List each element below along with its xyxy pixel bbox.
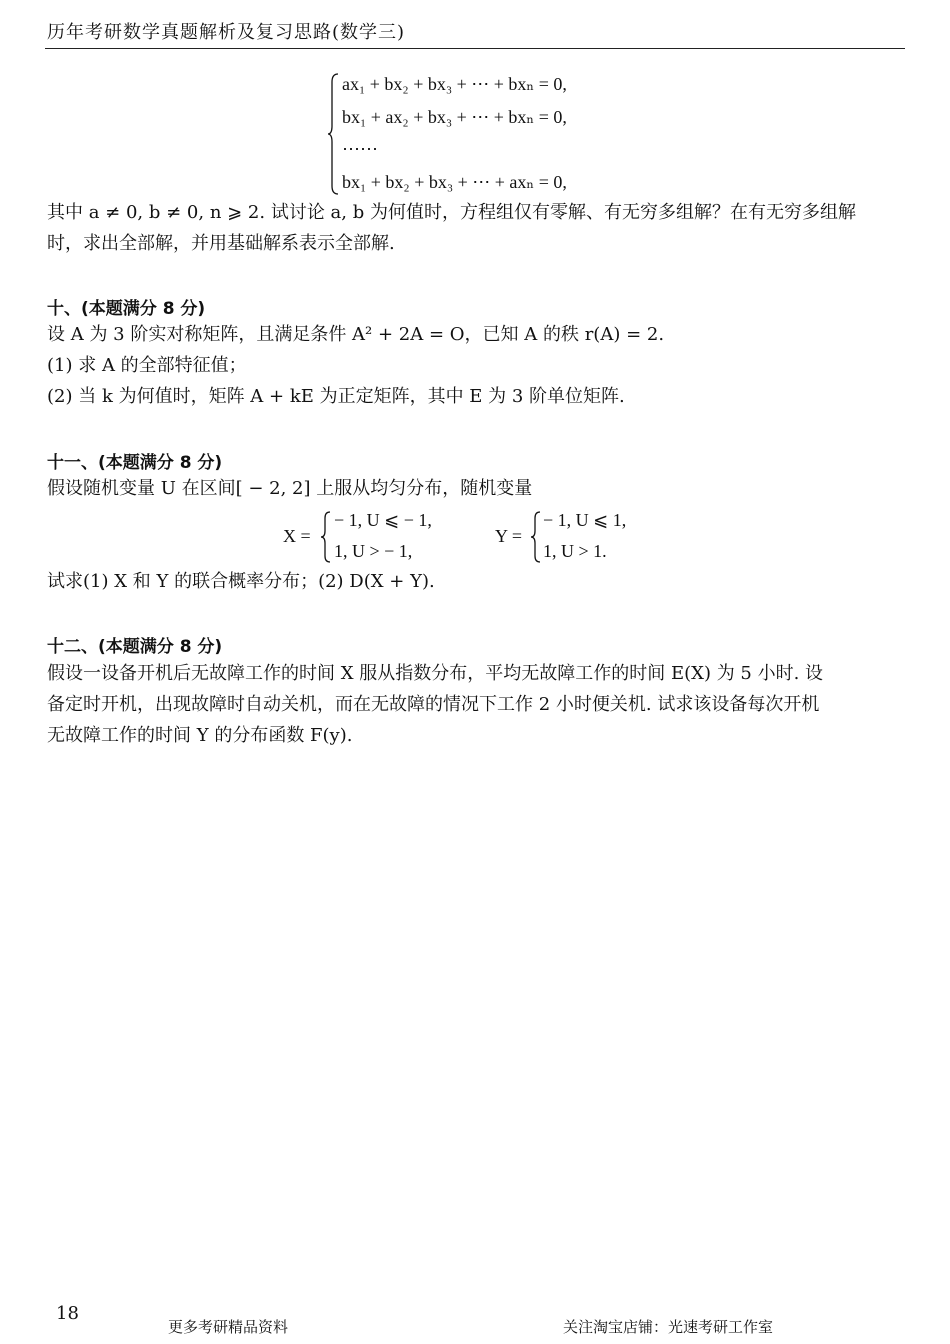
q9-line-2: 时，求出全部解，并用基础解系表示全部解. <box>47 233 395 254</box>
footer-right-note: 关注淘宝店铺：光速考研工作室 <box>563 1318 774 1336</box>
q11-heading: 十一、(本题满分 8 分) <box>47 453 223 473</box>
q12-line-3: 无故障工作的时间 Y 的分布函数 F(y). <box>47 725 353 746</box>
q12-heading: 十二、(本题满分 8 分) <box>47 637 223 657</box>
left-brace <box>328 72 338 196</box>
x-case-2: 1, U > − 1, <box>334 541 413 561</box>
q11-line-2: 试求(1) X 和 Y 的联合概率分布；(2) D(X + Y). <box>47 571 435 592</box>
header-rule <box>45 48 905 49</box>
y-case-1: − 1, U ⩽ 1, <box>543 510 627 530</box>
x-definition-label: X = <box>283 526 311 546</box>
system-row-2: bx₁ + ax₂ + bx₃ + ⋯ + bxₙ = 0, <box>342 107 567 127</box>
q9-line-1: 其中 a ≠ 0, b ≠ 0, n ⩾ 2. 试讨论 a, b 为何值时，方程组仅有零解、有无穷多组解？在有无穷多组解 <box>47 202 856 223</box>
y-case-2: 1, U > 1. <box>543 541 607 561</box>
q10-line-1: 设 A 为 3 阶实对称矩阵，且满足条件 A² + 2A = O，已知 A 的秩 r(A) = 2. <box>47 324 665 345</box>
x-brace <box>320 510 332 569</box>
q10-line-2: (1) 求 A 的全部特征值； <box>47 355 247 376</box>
q12-line-1: 假设一设备开机后无故障工作的时间 X 服从指数分布，平均无故障工作的时间 E(X) 为 5 小时. 设 <box>47 663 824 684</box>
system-row-1: ax₁ + bx₂ + bx₃ + ⋯ + bxₙ = 0, <box>342 74 567 94</box>
footer-left-note: 更多考研精品资料 <box>168 1318 289 1336</box>
system-row-4: bx₁ + bx₂ + bx₃ + ⋯ + axₙ = 0, <box>342 172 567 192</box>
y-definition-label: Y = <box>495 526 522 546</box>
q10-line-3: (2) 当 k 为何值时，矩阵 A + kE 为正定矩阵，其中 E 为 3 阶单位矩阵. <box>47 386 625 407</box>
q11-line-1: 假设随机变量 U 在区间[ − 2, 2] 上服从均匀分布，随机变量 <box>47 478 533 499</box>
page-number: 18 <box>56 1303 79 1324</box>
running-header: 历年考研数学真题解析及复习思路(数学三) <box>47 22 406 43</box>
x-case-1: − 1, U ⩽ − 1, <box>334 510 432 530</box>
system-row-3: ⋯⋯ <box>342 139 378 159</box>
y-brace <box>530 510 542 569</box>
q12-line-2: 备定时开机，出现故障时自动关机，而在无故障的情况下工作 2 小时便关机. 试求该设备每次开机 <box>47 694 820 715</box>
q10-heading: 十、(本题满分 8 分) <box>47 299 206 319</box>
